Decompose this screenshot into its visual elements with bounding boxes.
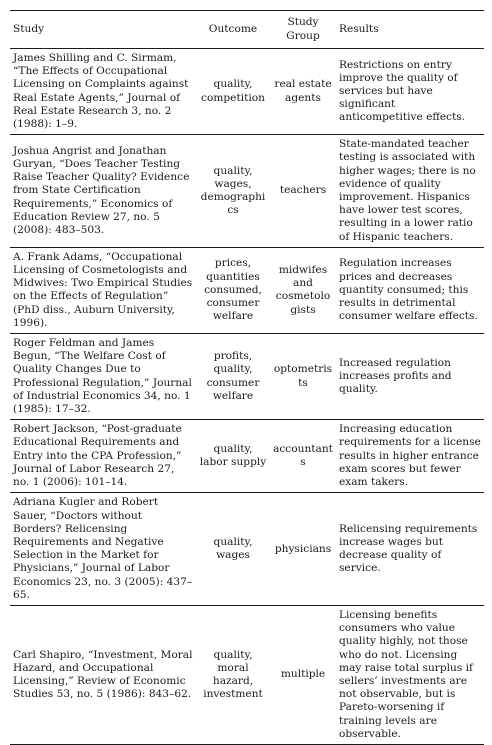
table-row	[10, 49, 484, 135]
results-cell: Relicensing requirements increase wages but decrease quality of service.	[339, 522, 478, 575]
table-row	[10, 334, 484, 420]
outcome-cell: quality, moral hazard, investment	[203, 648, 263, 701]
study-cell: James Shilling and C. Sirmam, “The Effects of Occupational Licensing on Complaints against Real Estate Agents,” Journal of Real Estate Research 3, no. 2 (1988): 1–9.	[13, 52, 189, 131]
table-row	[10, 135, 484, 248]
study-group-cell: midwifes and cosmetologists	[275, 264, 331, 316]
results-cell: Restrictions on entry improve the quality of services but have significant anticompetitive effects.	[339, 58, 466, 124]
study-group-cell: physicians	[274, 542, 332, 555]
outcome-cell: quality, wages, demographics	[200, 164, 266, 217]
studies-table	[10, 10, 484, 745]
study-cell: Carl Shapiro, “Investment, Moral Hazard, and Occupational Licensing,” Review of Economic Studies 53, no. 5 (1986): 843–62.	[13, 648, 193, 701]
table-header	[10, 11, 484, 49]
study-group-cell: real estate agents	[274, 78, 332, 104]
study-group-cell: teachers	[279, 184, 327, 197]
results-cell: Increased regulation increases profits and quality.	[339, 356, 452, 396]
header-outcome: Outcome	[208, 22, 258, 35]
table-row	[10, 420, 484, 493]
results-cell: State-mandated teacher testing is associated with higher wages; there is no evidence of quality improvement. Hispanics have lower test scores, resulting in a lower ratio of Hispanic teachers.	[339, 138, 476, 243]
outcome-cell: quality, competition	[201, 78, 265, 104]
table-body	[10, 49, 484, 745]
study-cell: A. Frank Adams, “Occupational Licensing of Cosmetologists and Midwives: Two Empirical Studies on the Effects of Regulation” (PhD diss., Auburn University, 1996).	[13, 250, 193, 329]
study-group-cell: multiple	[280, 668, 326, 681]
study-group-cell: accountants	[273, 443, 333, 469]
outcome-cell: quality, wages	[213, 535, 253, 562]
outcome-cell: profits, quality, consumer welfare	[206, 350, 260, 402]
outcome-cell: prices, quantities consumed, consumer welfare	[204, 257, 262, 323]
results-cell: Licensing benefits consumers who value quality highly, not those who do not. Licensing may raise total surplus if sellers’ investments are not observable, but is Pareto-worsening if training levels are observable.	[339, 608, 473, 740]
study-cell: Adriana Kugler and Robert Sauer, “Doctors without Borders? Relicensing Requirements and Negative Selection in the Market for Physicians,” Journal of Labor Economics 23, no. 3 (2005): 437–65.	[13, 496, 193, 601]
header-results: Results	[339, 22, 379, 35]
study-cell: Joshua Angrist and Jonathan Guryan, “Does Teacher Testing Raise Teacher Quality? Evidence from State Certification Requirements,” Economics of Education Review 27, no. 5 (2008): 483–503.	[13, 144, 190, 237]
table-row	[10, 247, 484, 333]
outcome-cell: quality, labor supply	[199, 443, 267, 469]
header-study: Study	[13, 22, 45, 35]
study-cell: Roger Feldman and James Begun, “The Welfare Cost of Quality Changes Due to Professional Regulation,” Journal of Industrial Economics 34, no. 1 (1985): 17–32.	[13, 337, 192, 416]
results-cell: Increasing education requirements for a license results in higher entrance exam scores but fewer exam takers.	[339, 423, 481, 489]
table-row	[10, 605, 484, 744]
study-group-cell: optometrists	[273, 363, 333, 389]
results-cell: Regulation increases prices and decreases quantity consumed; this results in detrimental consumer welfare effects.	[339, 257, 478, 323]
study-cell: Robert Jackson, “Post-graduate Educational Requirements and Entry into the CPA Profession,” Journal of Labor Research 27, no. 1 (2006): 101–14.	[13, 423, 182, 489]
header-study-group: Study Group	[286, 16, 320, 42]
table-row	[10, 493, 484, 606]
header-row	[10, 11, 484, 49]
